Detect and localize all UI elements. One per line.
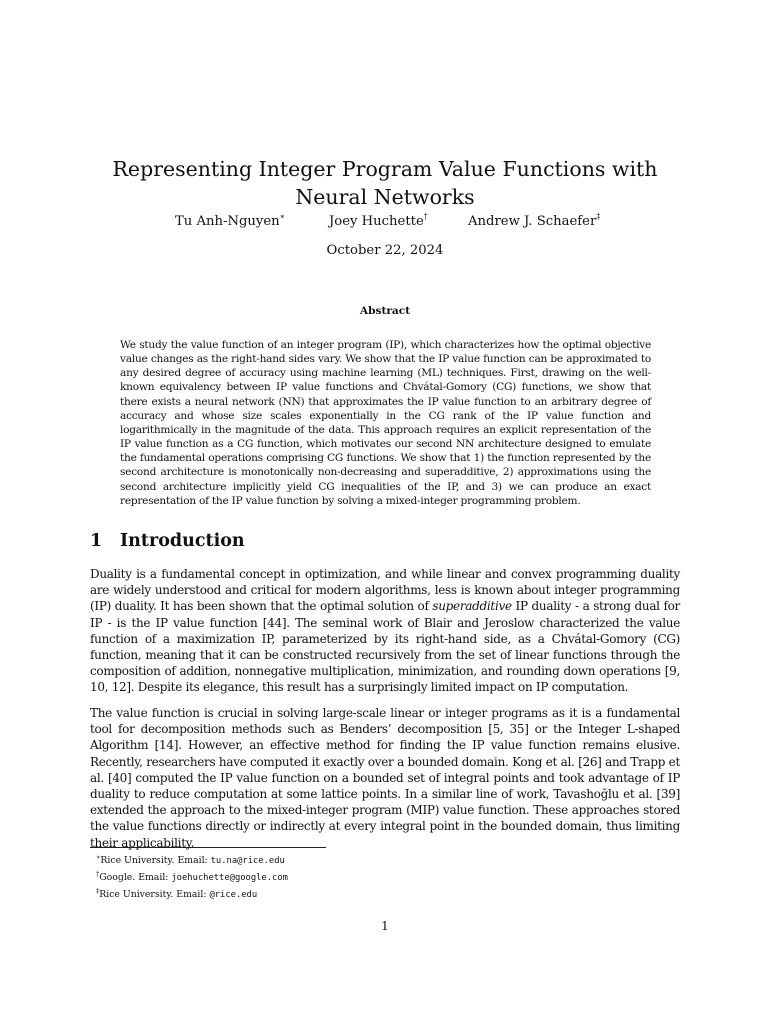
footnotes <box>96 851 288 903</box>
body-paragraph-1 <box>90 566 680 696</box>
footnote-text: Rice University. Email: <box>99 889 210 901</box>
emphasized-term: superadditive <box>432 599 512 614</box>
author-name: Joey Huchette <box>329 214 424 229</box>
author-footnote-mark: ∗ <box>279 212 286 221</box>
paragraph-text: IP duality - a strong dual for IP - is the IP value function [44]. The seminal work of Blair and Jeroslow characterized the value function of a maximization IP, parameterized by its right-hand side, as a Chvátal-Gomory (CG) function, meaning that it can be constructed recursively from the set of linear functions through the composition of addition, nonnegative multiplication, minimization, and rounding down operations [9, 10, 12]. Despite its elegance, this result has a surprisingly limited impact on IP computation. <box>90 599 680 695</box>
page-number: 1 <box>381 919 389 933</box>
footnote-email: @rice.edu <box>209 890 258 901</box>
author-list <box>0 212 770 232</box>
footnote-email: tu.na@rice.edu <box>210 856 285 866</box>
author-1 <box>175 212 285 229</box>
footnote-1 <box>96 851 288 868</box>
paper-date: October 22, 2024 <box>326 243 444 258</box>
footnote-mark: ‡ <box>96 887 100 896</box>
footnote-text: Google. Email: <box>99 872 172 884</box>
section-heading <box>90 531 245 551</box>
author-footnote-mark: † <box>423 212 428 221</box>
footnote-mark: ∗ <box>96 853 101 861</box>
footnote-mark: † <box>96 870 100 879</box>
author-2 <box>329 212 428 229</box>
abstract-heading: Abstract <box>359 305 411 317</box>
paragraph-text: Duality is a fundamental concept in optimization, and while linear and convex programming duality are widely understood and critical for modern algorithms, less is known about integer programming (IP) duality. It has been shown that the optimal solution of <box>90 567 680 614</box>
footnote-email: joehuchette@google.com <box>171 873 288 884</box>
body-paragraph-2: The value function is crucial in solving large-scale linear or integer programs as it is a fundamental tool for decomposition methods such as Benders’ decomposition [5, 35] or the Integer L-shaped Algorithm [14]. However, an effective method for finding the IP value function remains elusive. Recently, researchers have computed it exactly over a bounded domain. Kong et al. [26] and Trapp et al. [40] computed the IP value function on a bounded set of integral points and took advantage of IP duality to reduce computation at some lattice points. In a similar line of work, Tavashoğlu et al. [39] extended the approach to the mixed-integer program (MIP) value function. These approaches stored the value functions directly or indirectly at every integral point in the bounded domain, thus limiting their applicability. <box>90 706 680 850</box>
paper-title: Representing Integer Program Value Functions with Neural Networks <box>112 156 658 209</box>
footnote-2 <box>96 868 288 885</box>
footnote-divider <box>90 847 326 848</box>
section-number: 1 <box>90 531 103 551</box>
author-name: Tu Anh-Nguyen <box>175 214 280 229</box>
author-name: Andrew J. Schaefer <box>468 214 597 229</box>
footnote-3 <box>96 885 288 902</box>
author-3 <box>468 212 600 229</box>
section-title: Introduction <box>120 531 245 551</box>
abstract-text: We study the value function of an integer program (IP), which characterizes how the optimal objective value changes as the right-hand sides vary. We show that the IP value function can be approximated to any desired degree of accuracy using machine learning (ML) techniques. First, drawing on the well-known equivalency between IP value functions and Chvátal-Gomory (CG) functions, we show that there exists a neural network (NN) that approximates the IP value function to an arbitrary degree of accuracy and whose size scales exponentially in the CG rank of the IP value function and logarithmically in the magnitude of the data. This approach requires an explicit representation of the IP value function as a CG function, which motivates our second NN architecture designed to emulate the fundamental operations comprising CG functions. We show that 1) the function represented by the second architecture is monotonically non-decreasing and superadditive, 2) approximations using the second architecture implicitly yield CG inequalities of the IP, and 3) we can produce an exact representation of the IP value function by solving a mixed-integer programming problem. <box>120 339 651 507</box>
author-footnote-mark: ‡ <box>596 212 601 221</box>
footnote-text: Rice University. Email: <box>100 855 211 866</box>
